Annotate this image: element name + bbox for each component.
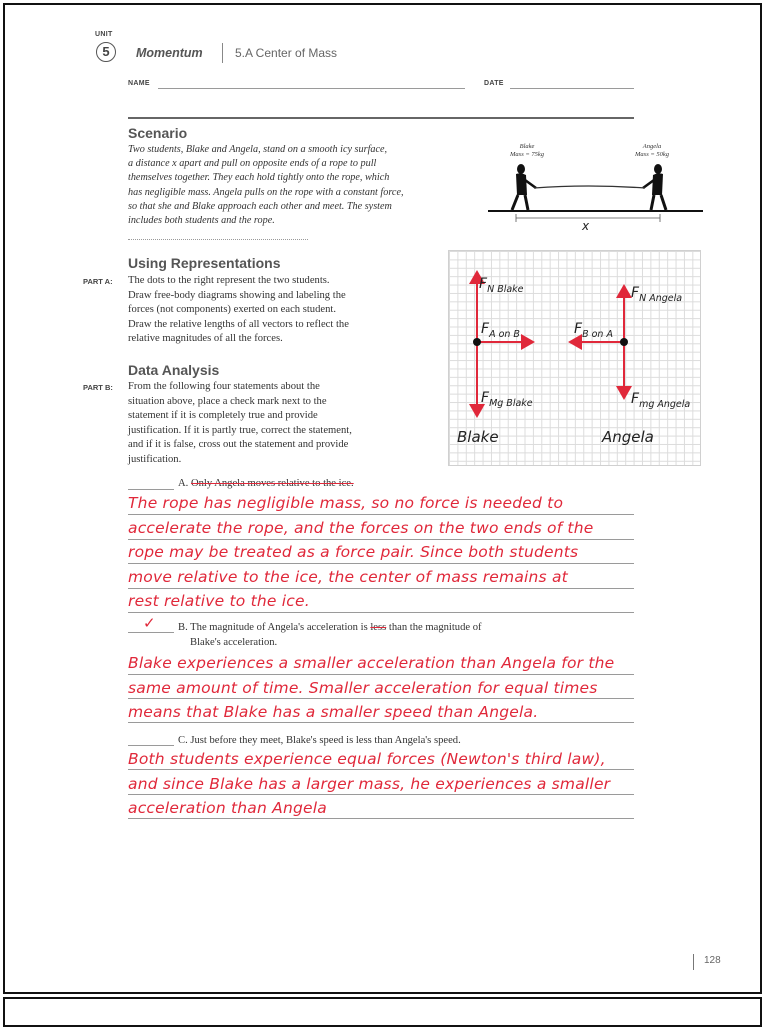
representations-heading: Using Representations bbox=[128, 255, 281, 271]
statement-a-struck-text: Only Angela moves relative to the ice. bbox=[190, 478, 354, 489]
angela-fbd-caption: Angela bbox=[602, 428, 654, 446]
statement-c-checkbox[interactable] bbox=[128, 745, 174, 746]
answer-a-line-3: rope may be treated as a force pair. Since both students bbox=[128, 543, 579, 561]
answer-b-line-1: Blake experiences a smaller acceleration than Angela for the bbox=[128, 654, 615, 672]
answer-line bbox=[128, 588, 634, 589]
answer-line bbox=[128, 612, 634, 613]
statement-a: A. Only Angela moves relative to the ice. bbox=[178, 478, 354, 489]
unit-title: Momentum bbox=[136, 46, 203, 60]
answer-b-line-2: same amount of time. Smaller acceleration for equal times bbox=[128, 679, 598, 697]
rope-figure bbox=[488, 160, 708, 235]
answer-c-line-3: acceleration than Angela bbox=[128, 799, 327, 817]
answer-c-line-1: Both students experience equal forces (Newton's third law), bbox=[128, 750, 606, 768]
angela-figure-icon bbox=[643, 164, 666, 210]
answer-a-line-5: rest relative to the ice. bbox=[128, 592, 310, 610]
answer-line bbox=[128, 539, 634, 540]
answer-line bbox=[128, 722, 634, 723]
unit-label: UNIT bbox=[95, 31, 113, 38]
statement-a-checkbox[interactable] bbox=[128, 489, 174, 490]
statement-c: C. Just before they meet, Blake's speed is less than Angela's speed. bbox=[178, 735, 461, 746]
header-divider bbox=[222, 43, 223, 63]
header-rule bbox=[128, 117, 634, 119]
distance-label: x bbox=[582, 219, 590, 233]
answer-b-line-3: means that Blake has a smaller speed than Angela. bbox=[128, 703, 539, 721]
name-field[interactable] bbox=[158, 88, 465, 89]
angela-normal-label: $F_{N Angela}$ bbox=[631, 285, 683, 304]
statement-b: B. The magnitude of Angela's acceleration is less than the magnitude of Blake's acceleration. bbox=[178, 622, 482, 648]
statement-b-checkbox[interactable] bbox=[128, 632, 174, 633]
answer-line bbox=[128, 563, 634, 564]
answer-line bbox=[128, 514, 634, 515]
part-b-label: PART B: bbox=[83, 383, 113, 392]
blake-gravity-label: $F_{Mg Blake}$ bbox=[481, 390, 533, 409]
answer-line bbox=[128, 794, 634, 795]
angela-caption: Angela Mass = 50kg bbox=[635, 143, 669, 158]
scenario-dotted-rule bbox=[128, 239, 308, 240]
part-a-label: PART A: bbox=[83, 277, 113, 286]
date-field[interactable] bbox=[510, 88, 634, 89]
answer-line bbox=[128, 818, 634, 819]
footer-divider bbox=[693, 954, 694, 970]
blake-dot bbox=[473, 338, 481, 346]
page-number: 128 bbox=[704, 955, 721, 966]
date-label: DATE bbox=[484, 80, 504, 87]
statement-b-struck-word: less bbox=[370, 622, 387, 633]
next-page-edge bbox=[3, 997, 762, 1027]
analysis-heading: Data Analysis bbox=[128, 362, 220, 378]
blake-figure-icon bbox=[512, 164, 536, 210]
scenario-heading: Scenario bbox=[128, 125, 188, 141]
blake-caption: Blake Mass = 75kg bbox=[510, 143, 544, 158]
answer-a-line-4: move relative to the ice, the center of mass remains at bbox=[128, 568, 568, 586]
angela-dot bbox=[620, 338, 628, 346]
blake-tension-label: $F_{A on B}$ bbox=[481, 321, 520, 340]
scenario-text: Two students, Blake and Angela, stand on a smooth icy surface, a distance x apart and pull on opposite ends of a rope to pull themselves together. They each hold tightly onto the rope, which has negligible mass. Angela pulls on the rope with a constant force, so that she and Blake approach each other and meet. The system includes both students and the rope. bbox=[128, 144, 404, 227]
check-mark-icon: ✓ bbox=[143, 614, 156, 632]
unit-number-badge: 5 bbox=[96, 42, 116, 62]
answer-line bbox=[128, 698, 634, 699]
blake-normal-label: $F_{N Blake}$ bbox=[479, 276, 524, 295]
rope-line bbox=[534, 186, 645, 188]
answer-a-line-1: The rope has negligible mass, so no force is needed to bbox=[128, 494, 564, 512]
blake-fbd-caption: Blake bbox=[457, 428, 499, 446]
answer-c-line-2: and since Blake has a larger mass, he experiences a smaller bbox=[128, 775, 611, 793]
part-a-instructions: The dots to the right represent the two students. Draw free-body diagrams showing and labeling the forces (not components) exerted on each student. Draw the relative lengths of all vectors to reflect the relative magnitudes of all the forces. bbox=[128, 275, 349, 345]
answer-line bbox=[128, 769, 634, 770]
name-label: NAME bbox=[128, 80, 150, 87]
answer-line bbox=[128, 674, 634, 675]
angela-tension-label: $F_{B on A}$ bbox=[574, 321, 613, 340]
answer-a-line-2: accelerate the rope, and the forces on the two ends of the bbox=[128, 519, 594, 537]
angela-gravity-label: $F_{mg Angela}$ bbox=[631, 391, 691, 410]
section-title: 5.A Center of Mass bbox=[235, 46, 338, 60]
part-b-instructions: From the following four statements about the situation above, place a check mark next to the statement if it is completely true and provide justification. If it is partly true, correct the statement, and if it is false, cross out the statement and provide justification. bbox=[128, 381, 352, 465]
